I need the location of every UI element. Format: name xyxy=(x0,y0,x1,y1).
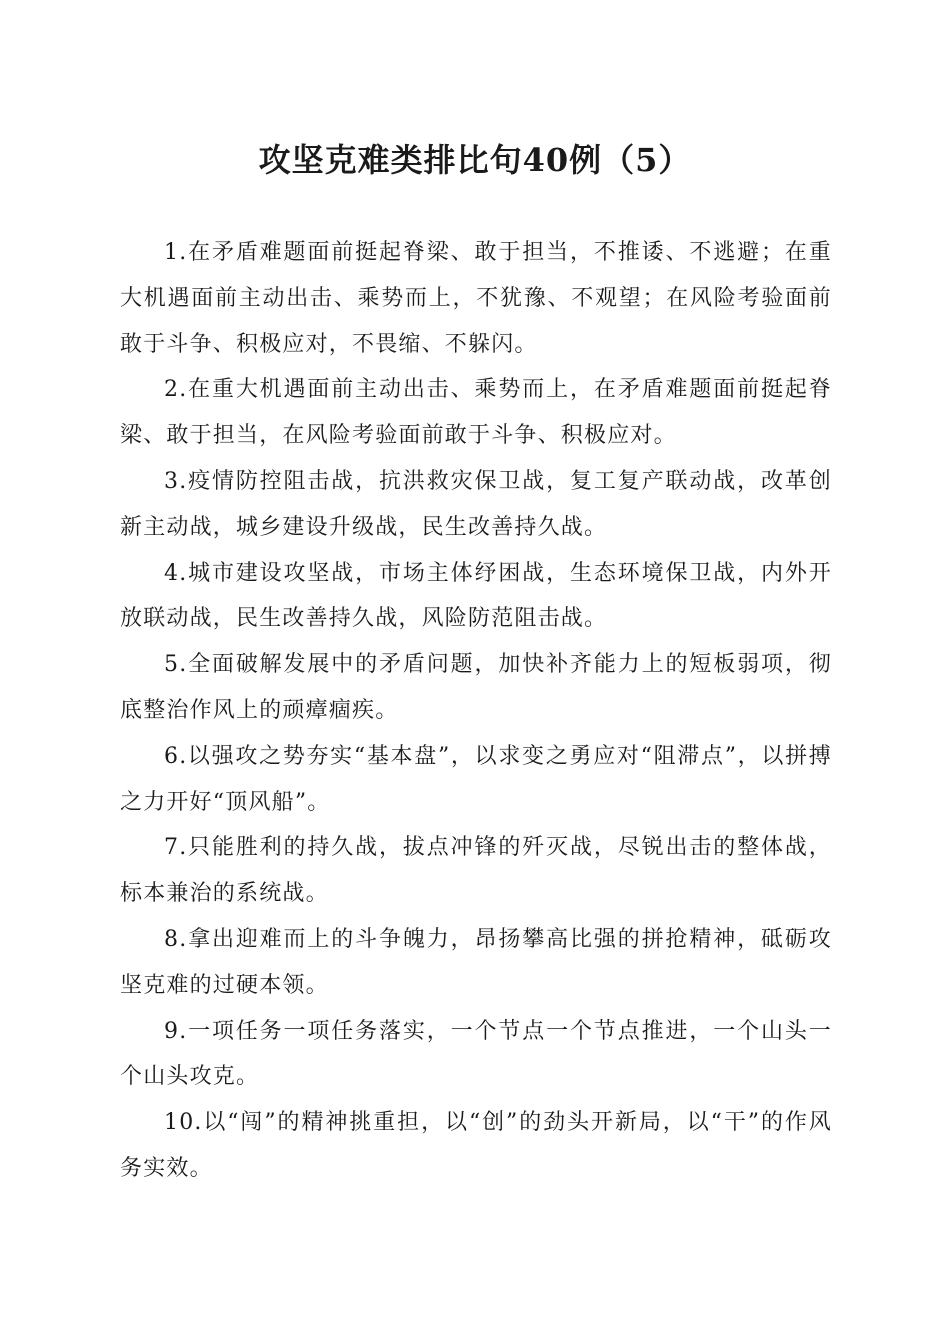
paragraph-1: 1.在矛盾难题面前挺起脊梁、敢于担当，不推诿、不逃避；在重大机遇面前主动出击、乘势而上，不犹豫、不观望；在风险考验面前敢于斗争、积极应对，不畏缩、不躲闪。 xyxy=(120,240,832,357)
paragraph-5: 5.全面破解发展中的矛盾问题，加快补齐能力上的短板弱项，彻底整治作风上的顽瘴痼疾。 xyxy=(120,652,832,723)
paragraph-7: 7.只能胜利的持久战，拔点冲锋的歼灭战，尽锐出击的整体战，标本兼治的系统战。 xyxy=(120,835,832,907)
paragraph-10: 10.以“闯”的精神挑重担，以“创”的劲头开新局，以“干”的作风务实效。 xyxy=(120,1110,832,1181)
paragraph-6: 6.以强攻之势夯实“基本盘”，以求变之勇应对“阻滞点”，以拼搏之力开好“顶风船”。 xyxy=(120,743,832,815)
paragraph-4: 4.城市建设攻坚战，市场主体纾困战，生态环境保卫战，内外开放联动战，民生改善持久战，风险防范阻击战。 xyxy=(120,560,832,632)
paragraph-8: 8.拿出迎难而上的斗争魄力，昂扬攀高比强的拼抢精神，砥砺攻坚克难的过硬本领。 xyxy=(120,926,832,998)
document-body xyxy=(120,230,832,1192)
paragraph-2: 2.在重大机遇面前主动出击、乘势而上，在矛盾难题面前挺起脊梁、敢于担当，在风险考验面前敢于斗争、积极应对。 xyxy=(120,377,832,449)
document-title: 攻坚克难类排比句40例（5） xyxy=(258,141,692,179)
paragraph-9: 9.一项任务一项任务落实，一个节点一个节点推进，一个山头一个山头攻克。 xyxy=(120,1018,832,1090)
paragraph-3: 3.疫情防控阻击战，抗洪救灾保卫战，复工复产联动战，改革创新主动战，城乡建设升级战，民生改善持久战。 xyxy=(120,468,832,540)
